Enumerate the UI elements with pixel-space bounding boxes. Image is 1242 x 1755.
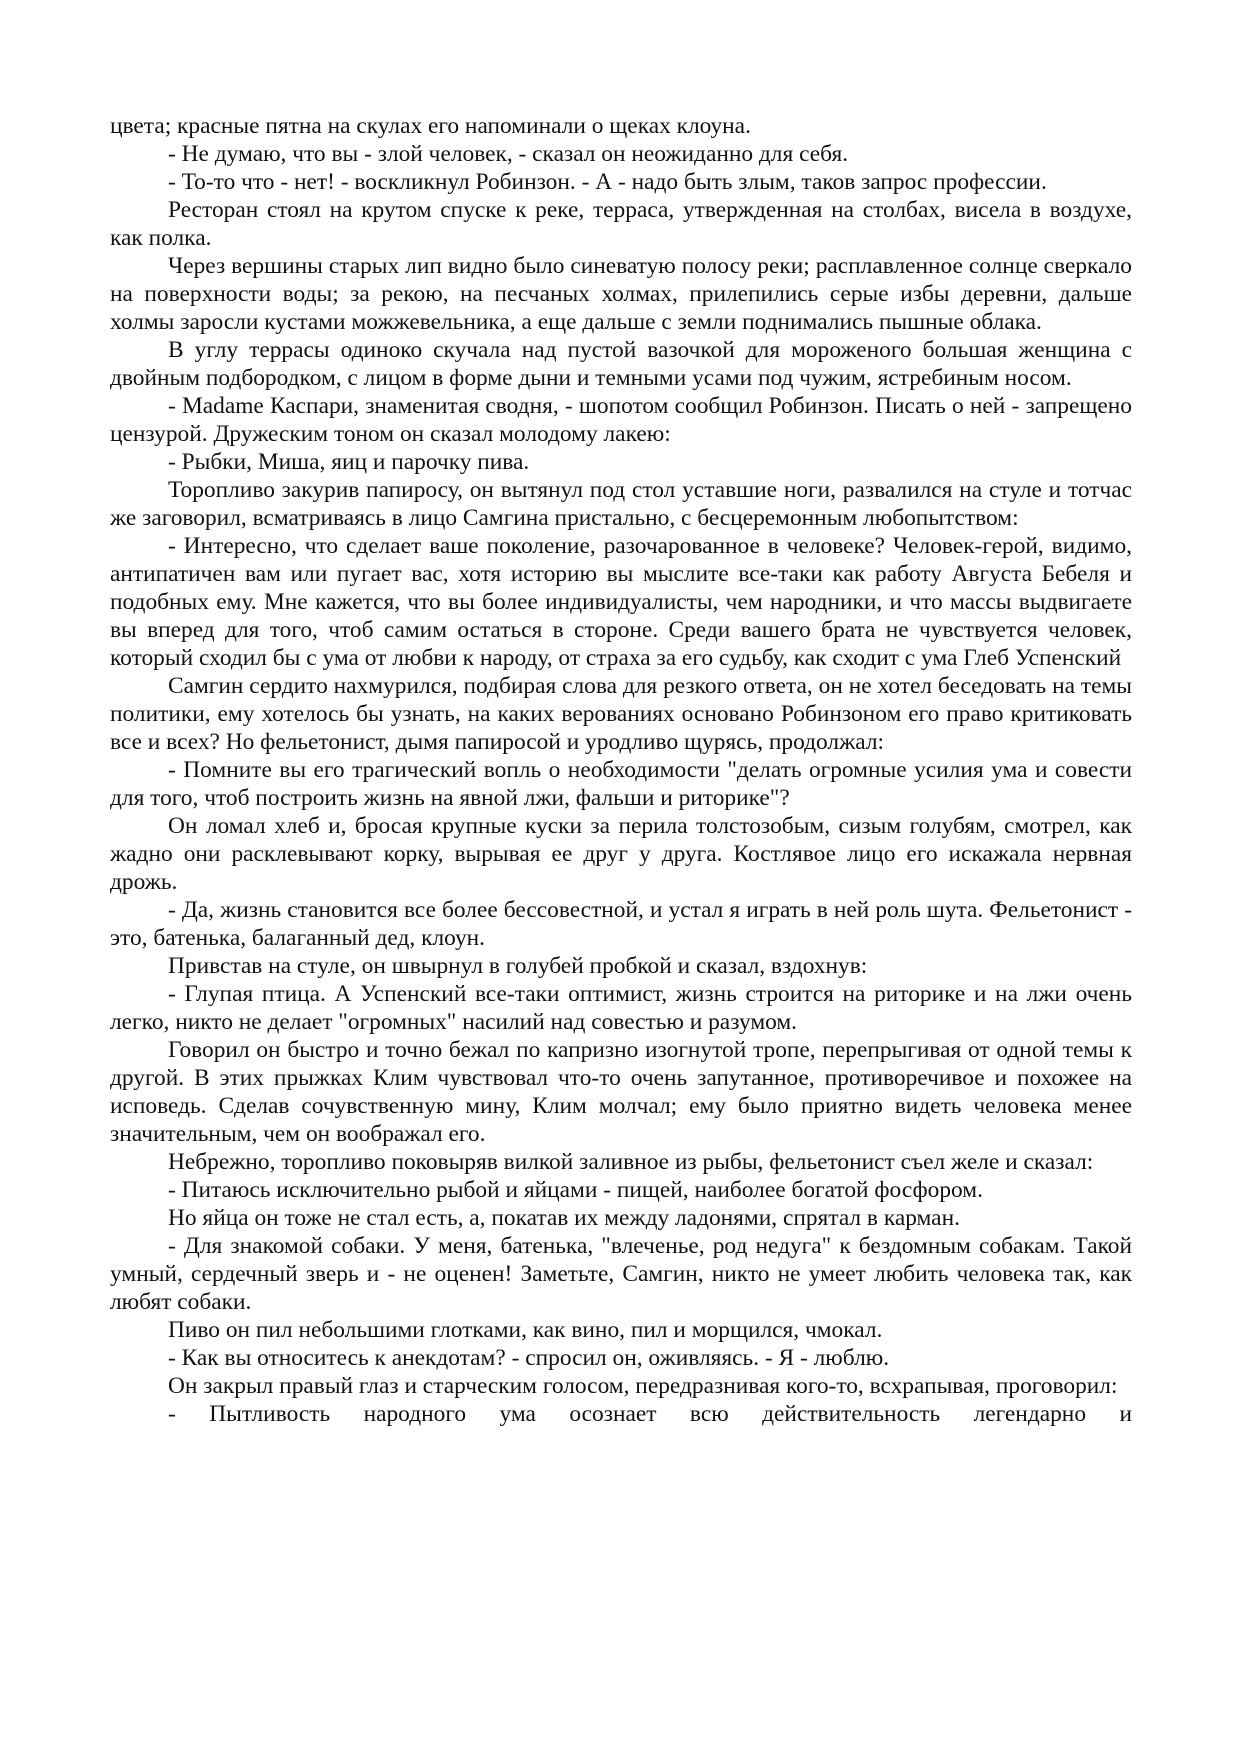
paragraph: - Рыбки, Миша, яиц и парочку пива. bbox=[168, 449, 530, 475]
paragraph: - То-то что - нет! - воскликнул Робинзон. - А - надо быть злым, таков запрос профессии. bbox=[168, 169, 1047, 195]
paragraph: - Глупая птица. А Успенский все-таки оптимист, жизнь строится на риторике и на лжи очень легко, никто не делает "огромных" насилий над совестью и разумом. bbox=[110, 981, 1132, 1035]
paragraph: Он закрыл правый глаз и старческим голосом, передразнивая кого-то, всхрапывая, проговорил: bbox=[168, 1373, 1118, 1399]
paragraph: Самгин сердито нахмурился, подбирая слова для резкого ответа, он не хотел беседовать на темы политики, ему хотелось бы узнать, на каких верованиях основано Робинзоном его право критиковать все и всех? Но фельетонист, дымя папиросой и уродливо щурясь, продолжал: bbox=[110, 673, 1132, 755]
paragraph: Привстав на стуле, он швырнул в голубей пробкой и сказал, вздохнув: bbox=[168, 953, 868, 979]
paragraph: Ресторан стоял на крутом спуске к реке, терраса, утвержденная на столбах, висела в воздухе, как полка. bbox=[110, 197, 1132, 251]
paragraph: Но яйца он тоже не стал есть, а, покатав их между ладонями, спрятал в карман. bbox=[168, 1205, 960, 1231]
paragraph: цвета; красные пятна на скулах его напоминали о щеках клоуна. bbox=[110, 113, 751, 139]
paragraph: - Питаюсь исключительно рыбой и яйцами - пищей, наиболее богатой фосфором. bbox=[168, 1177, 983, 1203]
paragraph: Через вершины старых лип видно было синеватую полосу реки; расплавленное солнце сверкало на поверхности воды; за рекою, на песчаных холмах, прилепились серые избы деревни, дальше холмы заросли кустами можжевельника, а еще дальше с земли поднимались пышные облака. bbox=[110, 253, 1132, 335]
paragraph: Он ломал хлеб и, бросая крупные куски за перила толстозобым, сизым голубям, смотрел, как жадно они расклевывают корку, вырывая ее друг у друга. Костлявое лицо его искажала нервная дрожь. bbox=[110, 813, 1132, 895]
paragraph: Говорил он быстро и точно бежал по капризно изогнутой тропе, перепрыгивая от одной темы к другой. В этих прыжках Клим чувствовал что-то очень запутанное, противоречивое и похожее на исповедь. Сделав сочувственную мину, Клим молчал; ему было приятно видеть человека менее значительным, чем он воображал его. bbox=[110, 1037, 1132, 1147]
paragraph: - Интересно, что сделает ваше поколение, разочарованное в человеке? Человек-герой, видимо, антипатичен вам или пугает вас, хотя историю вы мыслите все-таки как работу Августа Бебеля и подобных ему. Мне кажется, что вы более индивидуалисты, чем народники, и что массы выдвигаете вы вперед для того, чтоб самим остаться в стороне. Среди вашего брата не чувствуется человек, который сходил бы с ума от любви к народу, от страха за его судьбу, как сходит с ума Глеб Успенский bbox=[110, 533, 1132, 671]
paragraph: Пиво он пил небольшими глотками, как вино, пил и морщился, чмокал. bbox=[168, 1317, 883, 1343]
paragraph: - Как вы относитесь к анекдотам? - спросил он, оживляясь. - Я - люблю. bbox=[168, 1345, 890, 1371]
paragraph: - Пытливость народного ума осознает всю действительность легендарно и bbox=[168, 1401, 1132, 1427]
paragraph: Небрежно, торопливо поковыряв вилкой заливное из рыбы, фельетонист съел желе и сказал: bbox=[168, 1149, 1094, 1175]
paragraph: - Madame Каспари, знаменитая сводня, - шопотом сообщил Робинзон. Писать о ней - запрещено цензурой. Дружеским тоном он сказал молодому лакею: bbox=[110, 393, 1132, 447]
paragraph: - Помните вы его трагический вопль о необходимости "делать огромные усилия ума и совести для того, чтоб построить жизнь на явной лжи, фальши и риторике"? bbox=[110, 757, 1132, 811]
paragraph: - Да, жизнь становится все более бессовестной, и устал я играть в ней роль шута. Фельетонист - это, батенька, балаганный дед, клоун. bbox=[110, 897, 1132, 951]
paragraph: - Не думаю, что вы - злой человек, - сказал он неожиданно для себя. bbox=[168, 141, 849, 167]
paragraph: Торопливо закурив папиросу, он вытянул под стол уставшие ноги, развалился на стуле и тотчас же заговорил, всматриваясь в лицо Самгина пристально, с бесцеремонным любопытством: bbox=[110, 477, 1132, 531]
paragraph: В углу террасы одиноко скучала над пустой вазочкой для мороженого большая женщина с двойным подбородком, с лицом в форме дыни и темными усами под чужим, ястребиным носом. bbox=[110, 337, 1132, 391]
paragraph: - Для знакомой собаки. У меня, батенька, "влеченье, род недуга" к бездомным собакам. Такой умный, сердечный зверь и - не оценен! Заметьте, Самгин, никто не умеет любить человека так, как любят собаки. bbox=[110, 1233, 1132, 1315]
document-page bbox=[110, 112, 1132, 1428]
